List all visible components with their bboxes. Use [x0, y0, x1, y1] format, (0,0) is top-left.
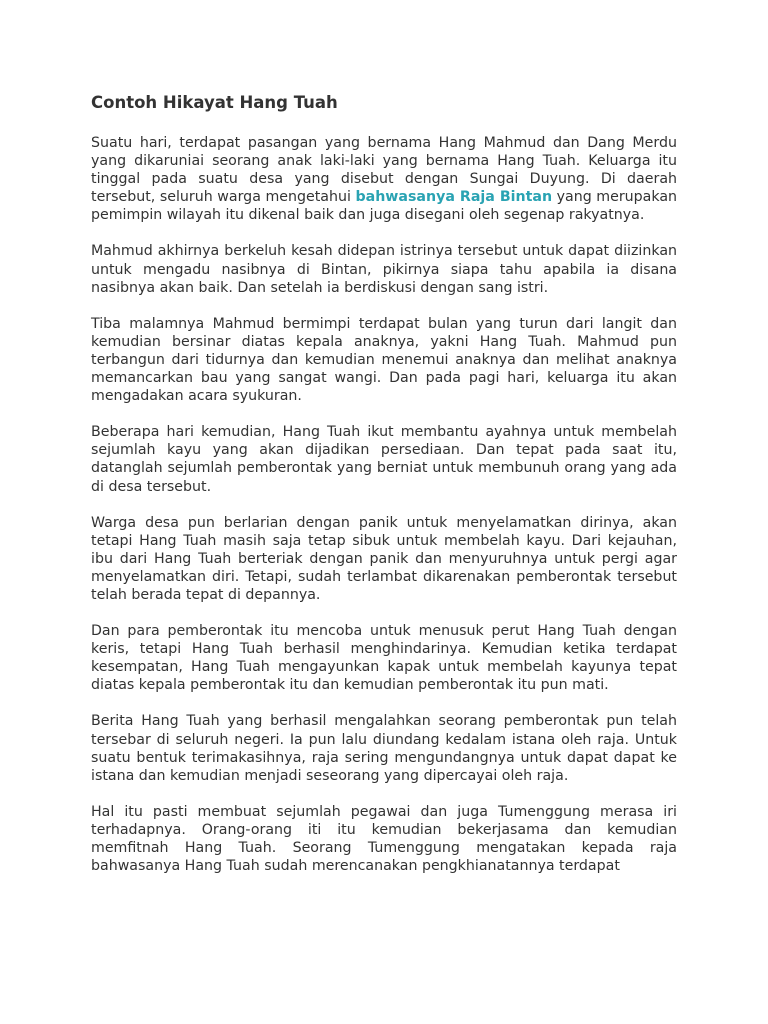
paragraph-2: Mahmud akhirnya berkeluh kesah didepan istrinya tersebut untuk dapat diizinkan untuk mengadu nasibnya di Bintan, pikirnya siapa tahu apabila ia disana nasibnya akan baik. Dan setelah ia berdiskusi dengan sang istri.: [91, 243, 677, 296]
paragraph-1-text-after: yang merupakan pemimpin wilayah itu dikenal baik dan juga disegani oleh segenap rakyatnya.: [91, 189, 678, 224]
paragraph-1: [91, 134, 677, 224]
paragraph-8: Hal itu pasti membuat sejumlah pegawai dan juga Tumenggung merasa iri terhadapnya. Orang-orang iti itu kemudian bekerjasama dan kemudian memfitnah Hang Tuah. Seorang Tumenggung mengatakan kepada raja bahwasanya Hang Tuah sudah merencanakan pengkhianatannya terdapat: [91, 803, 677, 875]
article: [91, 92, 677, 893]
raja-bintan-link[interactable]: bahwasanya Raja Bintan: [355, 189, 553, 206]
paragraph-7: Berita Hang Tuah yang berhasil mengalahkan seorang pemberontak pun telah tersebar di seluruh negeri. Ia pun lalu diundang kedalam istana oleh raja. Untuk suatu bentuk terimakasihnya, raja sering mengundangnya untuk dapat dapat ke istana dan kemudian menjadi seseorang yang dipercayai oleh raja.: [91, 713, 677, 784]
paragraph-4: Beberapa hari kemudian, Hang Tuah ikut membantu ayahnya untuk membelah sejumlah kayu yang akan dijadikan persediaan. Dan tepat pada saat itu, datanglah sejumlah pemberontak yang berniat untuk membunuh orang yang ada di desa tersebut.: [91, 424, 677, 495]
paragraph-1-text-before: Suatu hari, terdapat pasangan yang bernama Hang Mahmud dan Dang Merdu yang dikaruniai seorang anak laki-laki yang bernama Hang Tuah. Keluarga itu tinggal pada suatu desa yang disebut dengan Sungai Duyung. Di daerah tersebut, seluruh warga mengetahui: [91, 135, 677, 206]
paragraph-6: Dan para pemberontak itu mencoba untuk menusuk perut Hang Tuah dengan keris, tetapi Hang Tuah berhasil menghindarinya. Kemudian ketika terdapat kesempatan, Hang Tuah mengayunkan kapak untuk membelah kayunya tepat diatas kepala pemberontak itu dan kemudian pemberontak itu pun mati.: [91, 623, 677, 694]
paragraph-3: Tiba malamnya Mahmud bermimpi terdapat bulan yang turun dari langit dan kemudian bersinar diatas kepala anaknya, yakni Hang Tuah. Mahmud pun terbangun dari tidurnya dan kemudian menemui anaknya dan melihat anaknya memancarkan bau yang sangat wangi. Dan pada pagi hari, keluarga itu akan mengadakan acara syukuran.: [91, 315, 677, 405]
article-title: Contoh Hikayat Hang Tuah: [91, 93, 338, 112]
paragraph-5: Warga desa pun berlarian dengan panik untuk menyelamatkan dirinya, akan tetapi Hang Tuah masih saja tetap sibuk untuk membelah kayu. Dari kejauhan, ibu dari Hang Tuah berteriak dengan panik dan menyuruhnya untuk pergi agar menyelamatkan diri. Tetapi, sudah terlambat dikarenakan pemberontak tersebut telah berada tepat di depannya.: [91, 514, 677, 603]
